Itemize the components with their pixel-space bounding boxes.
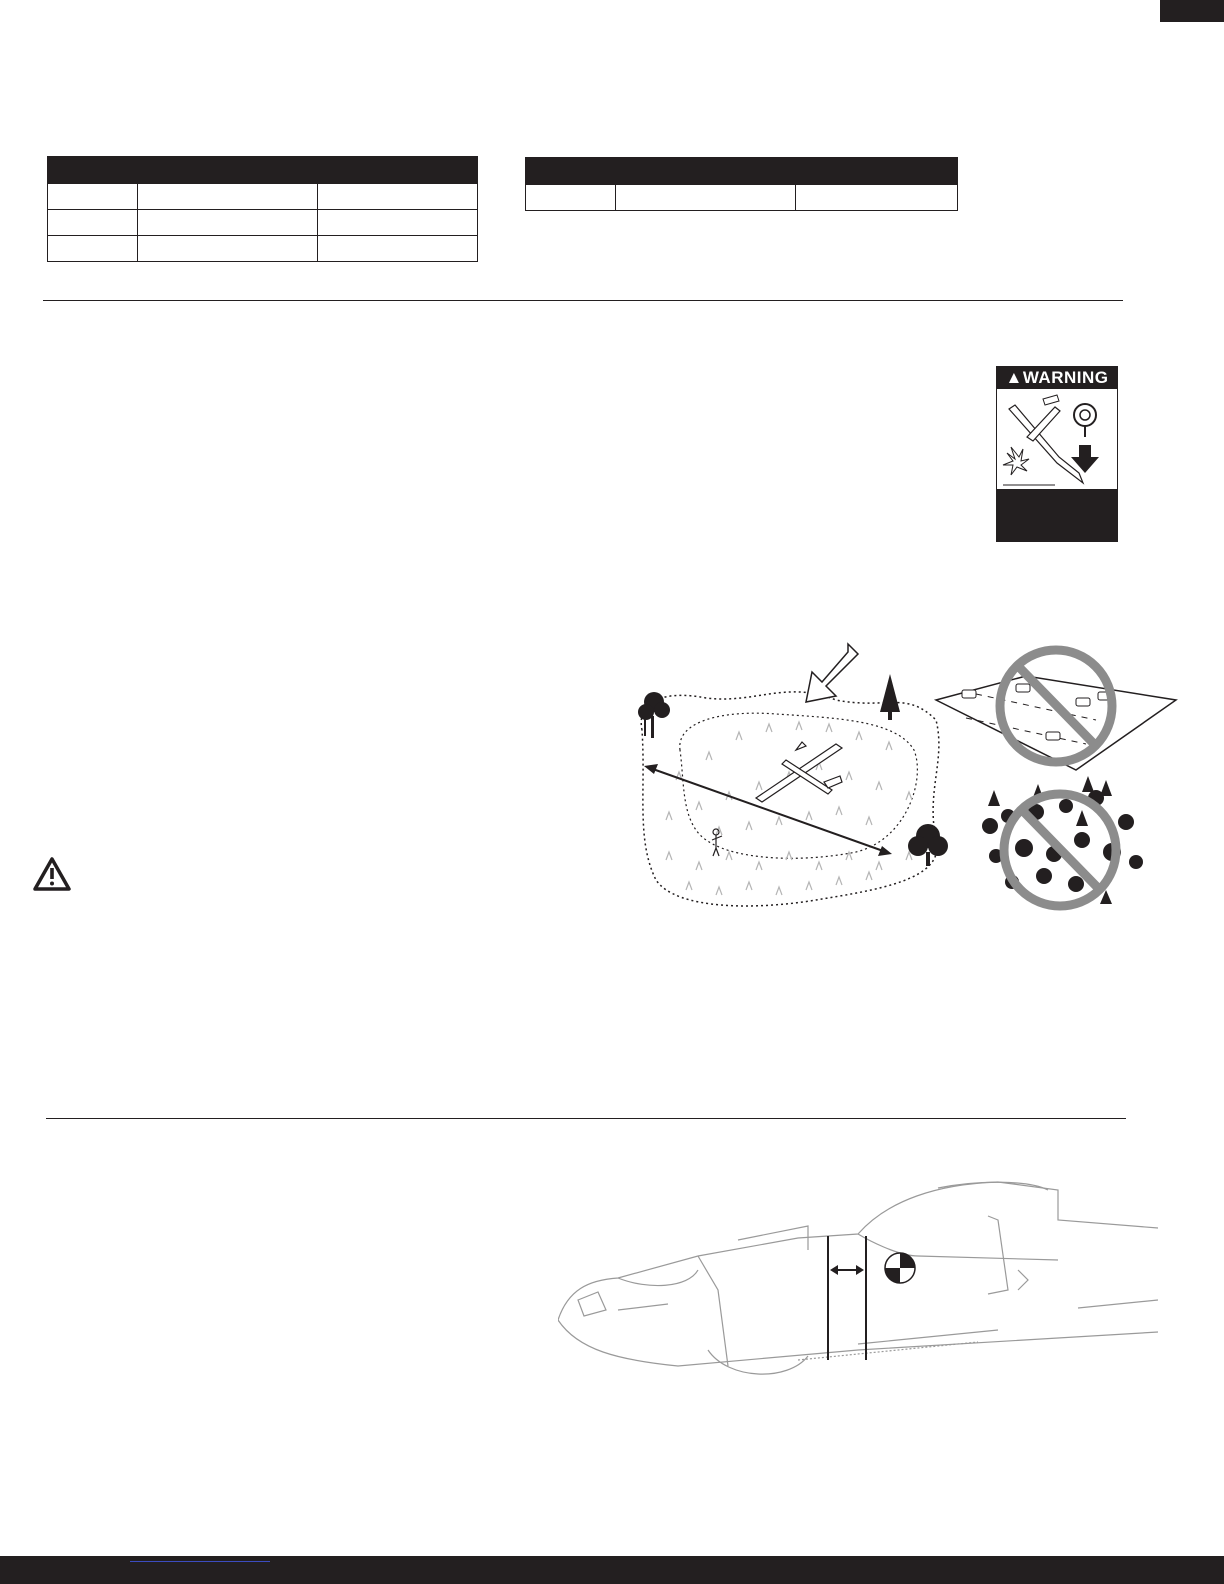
table-row <box>48 210 478 236</box>
section-divider <box>46 1118 1126 1119</box>
table-cell <box>138 210 318 236</box>
table-row <box>48 236 478 262</box>
table-header-row <box>48 157 478 184</box>
table-cell <box>48 184 138 210</box>
corner-tab <box>1160 0 1224 22</box>
wind-arrow-icon <box>806 644 858 702</box>
spec-table-right <box>525 157 958 211</box>
table-cell <box>318 236 478 262</box>
table-header-row <box>526 158 958 185</box>
table-cell <box>526 185 616 211</box>
parking-lot-prohibited-icon <box>936 650 1176 770</box>
table-row <box>526 185 958 211</box>
flying-field-illustration <box>636 640 1196 920</box>
table-cell <box>796 185 958 211</box>
table-cell <box>318 210 478 236</box>
table-cell <box>138 184 318 210</box>
cg-range-arrow-icon <box>830 1265 864 1275</box>
footer-link[interactable] <box>130 1561 270 1562</box>
center-of-gravity-icon <box>885 1253 915 1283</box>
warning-label-footer <box>997 489 1117 541</box>
forest-prohibited-icon <box>982 776 1143 906</box>
fuselage-nose-icon <box>558 1160 1158 1390</box>
glider-crash-spinner-icon <box>997 389 1117 489</box>
table-row <box>48 184 478 210</box>
glider-icon <box>756 742 842 802</box>
warning-label-header <box>997 367 1117 389</box>
warning-label <box>996 366 1118 542</box>
table-cell <box>48 210 138 236</box>
caution-triangle-icon <box>32 856 72 892</box>
warning-triangle-icon: ▲ <box>1005 368 1023 387</box>
warning-label-text: WARNING <box>1022 368 1109 387</box>
section-divider <box>43 300 1123 301</box>
spec-table-left <box>47 156 478 262</box>
grass-pattern <box>666 722 912 895</box>
table-cell <box>616 185 796 211</box>
table-cell <box>138 236 318 262</box>
table-cell <box>318 184 478 210</box>
table-cell <box>48 236 138 262</box>
